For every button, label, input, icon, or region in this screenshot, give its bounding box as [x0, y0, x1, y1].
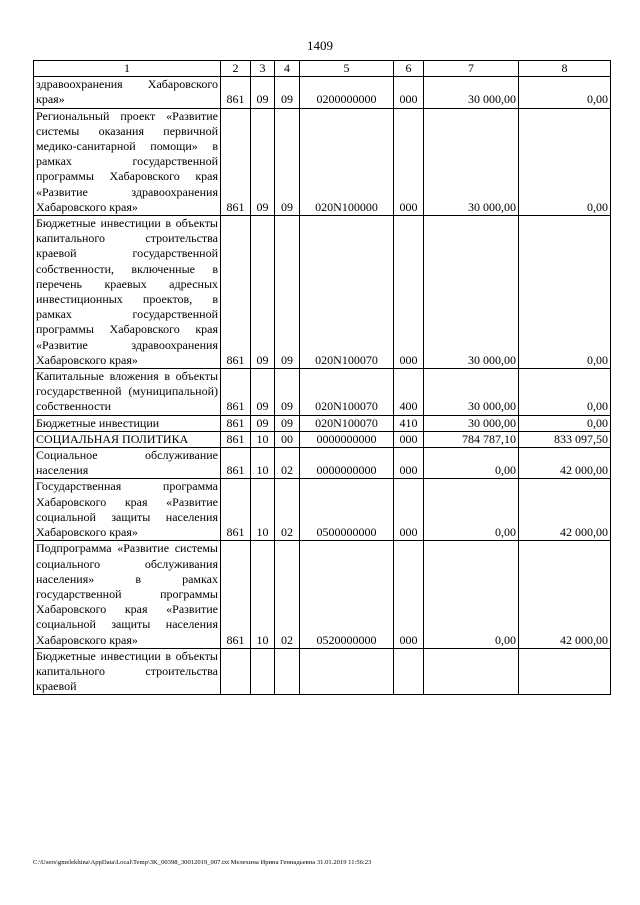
- row-section-code: 10: [251, 431, 275, 447]
- row-section-code: 10: [251, 448, 275, 479]
- row-amount-8: 0,00: [519, 369, 611, 416]
- row-amount-8: 42 000,00: [519, 541, 611, 648]
- row-ministry-code: 861: [221, 108, 251, 215]
- row-name: Бюджетные инвестиции в объекты капитального строительства краевой: [34, 648, 221, 695]
- row-ministry-code: 861: [221, 77, 251, 108]
- row-expense-type: 000: [394, 479, 424, 541]
- column-header: 4: [275, 61, 300, 77]
- row-target-code: 020N100070: [300, 216, 394, 369]
- row-expense-type: 000: [394, 77, 424, 108]
- row-name: СОЦИАЛЬНАЯ ПОЛИТИКА: [34, 431, 221, 447]
- row-ministry-code: 861: [221, 541, 251, 648]
- row-amount-8: 42 000,00: [519, 448, 611, 479]
- row-expense-type: 410: [394, 415, 424, 431]
- row-ministry-code: 861: [221, 415, 251, 431]
- row-name: Бюджетные инвестиции в объекты капитального строительства краевой государственной собственности, включенные в перечень краевых адресных инвестиционных проектов, в рамках государственной программы Хабаровского края «Развитие здравоохранения Хабаровского края»: [34, 216, 221, 369]
- budget-table: [33, 60, 611, 695]
- row-ministry-code: 861: [221, 216, 251, 369]
- row-ministry-code: 861: [221, 479, 251, 541]
- row-amount-7: 30 000,00: [424, 415, 519, 431]
- row-name: Государственная программа Хабаровского края «Развитие социальной защиты населения Хабаровского края»: [34, 479, 221, 541]
- column-header: 2: [221, 61, 251, 77]
- table-row: [34, 541, 611, 648]
- row-section-code: [251, 648, 275, 695]
- row-target-code: 020N100070: [300, 369, 394, 416]
- row-amount-8: 0,00: [519, 77, 611, 108]
- row-subsection-code: [275, 648, 300, 695]
- row-ministry-code: 861: [221, 431, 251, 447]
- row-amount-7: 0,00: [424, 448, 519, 479]
- row-section-code: 09: [251, 369, 275, 416]
- row-target-code: 0000000000: [300, 431, 394, 447]
- table-row: [34, 415, 611, 431]
- row-expense-type: 000: [394, 216, 424, 369]
- table-row: [34, 431, 611, 447]
- column-header: 5: [300, 61, 394, 77]
- row-target-code: 0000000000: [300, 448, 394, 479]
- row-amount-8: [519, 648, 611, 695]
- row-amount-8: 0,00: [519, 415, 611, 431]
- row-expense-type: 000: [394, 448, 424, 479]
- row-ministry-code: 861: [221, 369, 251, 416]
- row-target-code: 0520000000: [300, 541, 394, 648]
- table-row: [34, 448, 611, 479]
- table-row: [34, 77, 611, 108]
- row-section-code: 09: [251, 415, 275, 431]
- row-target-code: 0500000000: [300, 479, 394, 541]
- row-subsection-code: 09: [275, 415, 300, 431]
- table-header-row: [34, 61, 611, 77]
- row-subsection-code: 02: [275, 541, 300, 648]
- row-subsection-code: 09: [275, 77, 300, 108]
- page-number: 1409: [307, 38, 333, 53]
- row-name: Региональный проект «Развитие системы оказания первичной медико-санитарной помощи» в рамках государственной программы Хабаровского края «Развитие здравоохранения Хабаровского края»: [34, 108, 221, 215]
- table-row: [34, 648, 611, 695]
- column-header: 7: [424, 61, 519, 77]
- row-section-code: 09: [251, 216, 275, 369]
- row-subsection-code: 09: [275, 108, 300, 215]
- row-expense-type: [394, 648, 424, 695]
- row-amount-7: 784 787,10: [424, 431, 519, 447]
- row-amount-8: 833 097,50: [519, 431, 611, 447]
- row-amount-7: 0,00: [424, 479, 519, 541]
- row-subsection-code: 09: [275, 369, 300, 416]
- row-section-code: 10: [251, 479, 275, 541]
- column-header: 8: [519, 61, 611, 77]
- row-name: здравоохранения Хабаровского края»: [34, 77, 221, 108]
- table-row: [34, 479, 611, 541]
- row-amount-8: 0,00: [519, 108, 611, 215]
- row-expense-type: 000: [394, 541, 424, 648]
- row-name: Бюджетные инвестиции: [34, 415, 221, 431]
- row-expense-type: 400: [394, 369, 424, 416]
- row-amount-7: 0,00: [424, 541, 519, 648]
- row-target-code: 0200000000: [300, 77, 394, 108]
- row-section-code: 09: [251, 77, 275, 108]
- row-subsection-code: 02: [275, 448, 300, 479]
- row-amount-7: 30 000,00: [424, 216, 519, 369]
- row-name: Капитальные вложения в объекты государственной (муниципальной) собственности: [34, 369, 221, 416]
- table-row: [34, 108, 611, 215]
- column-header: 6: [394, 61, 424, 77]
- row-expense-type: 000: [394, 431, 424, 447]
- row-amount-7: 30 000,00: [424, 108, 519, 215]
- row-amount-7: [424, 648, 519, 695]
- row-amount-7: 30 000,00: [424, 369, 519, 416]
- row-name: Социальное обслуживание населения: [34, 448, 221, 479]
- column-header: 1: [34, 61, 221, 77]
- row-target-code: [300, 648, 394, 695]
- row-expense-type: 000: [394, 108, 424, 215]
- footer-file-path: C:\Users\gmelekhina\AppData\Local\Temp\3K_00398_30012019_007.txt Мелехина Ирина Геннадьевна 31.01.2019 11:56:23: [33, 859, 372, 866]
- table-row: [34, 216, 611, 369]
- row-section-code: 10: [251, 541, 275, 648]
- row-amount-8: 42 000,00: [519, 479, 611, 541]
- row-subsection-code: 02: [275, 479, 300, 541]
- row-target-code: 020N100070: [300, 415, 394, 431]
- row-subsection-code: 09: [275, 216, 300, 369]
- row-subsection-code: 00: [275, 431, 300, 447]
- row-amount-8: 0,00: [519, 216, 611, 369]
- row-amount-7: 30 000,00: [424, 77, 519, 108]
- row-section-code: 09: [251, 108, 275, 215]
- row-ministry-code: [221, 648, 251, 695]
- row-name: Подпрограмма «Развитие системы социального обслуживания населения» в рамках государственной программы Хабаровского края «Развитие социальной защиты населения Хабаровского края»: [34, 541, 221, 648]
- row-target-code: 020N100000: [300, 108, 394, 215]
- row-ministry-code: 861: [221, 448, 251, 479]
- table-row: [34, 369, 611, 416]
- column-header: 3: [251, 61, 275, 77]
